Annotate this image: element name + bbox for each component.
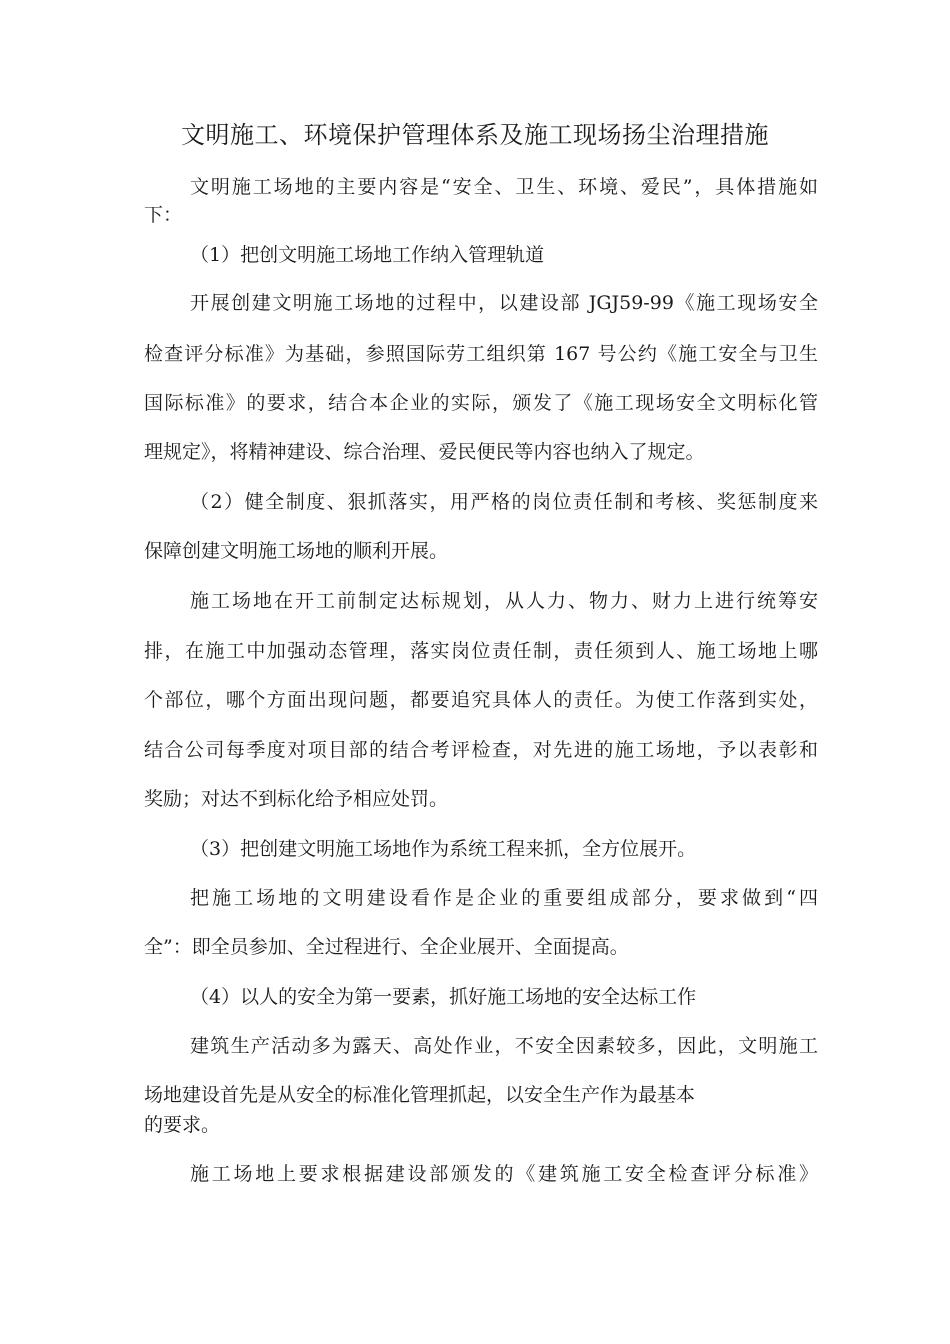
paragraph-line: 保障创建文明施工场地的顺利开展。 [144, 540, 449, 562]
paragraph-line: 场地建设首先是从安全的标准化管理抓起，以安全生产作为最基本 [144, 1084, 696, 1106]
paragraph-line: 国际标准》的要求，结合本企业的实际，颁发了《施工现场安全文明标化管 [144, 392, 818, 414]
paragraph-line: 施工场地上要求根据建设部颁发的《建筑施工安全检查评分标准》 [190, 1163, 818, 1185]
paragraph-line: 的要求。 [144, 1114, 221, 1136]
paragraph-line: 全”：即全员参加、全过程进行、全企业展开、全面提高。 [144, 936, 629, 958]
paragraph-line: 个部位，哪个方面出现问题，都要追究具体人的责任。为使工作落到实处， [144, 689, 818, 711]
paragraph-line: 文明施工场地的主要内容是“安全、卫生、环境、爱民”，具体措施如 [190, 176, 818, 198]
paragraph-line: 建筑生产活动多为露天、高处作业，不安全因素较多，因此，文明施工 [190, 1035, 818, 1057]
section-heading-4: （4）以人的安全为第一要素，抓好施工场地的安全达标工作 [190, 986, 697, 1008]
paragraph-line: 奖励；对达不到标化给予相应处罚。 [144, 788, 449, 810]
paragraph-line: 把施工场地的文明建设看作是企业的重要组成部分，要求做到“四 [190, 887, 818, 909]
paragraph-line: 下： [144, 204, 183, 226]
paragraph-line: 理规定》，将精神建设、综合治理、爱民便民等内容也纳入了规定。 [144, 441, 705, 463]
paragraph-line: 开展创建文明施工场地的过程中，以建设部 JGJ59-99《施工现场安全 [190, 292, 818, 314]
paragraph-line: 施工场地在开工前制定达标规划，从人力、物力、财力上进行统筹安 [190, 590, 818, 612]
paragraph-line: 排，在施工中加强动态管理，落实岗位责任制，责任须到人、施工场地上哪 [144, 640, 818, 662]
section-heading-1: （1）把创文明施工场地工作纳入管理轨道 [190, 244, 545, 266]
document-title: 文明施工、环境保护管理体系及施工现场扬尘治理措施 [181, 121, 769, 149]
section-heading-3: （3）把创建文明施工场地作为系统工程来抓，全方位展开。 [190, 838, 697, 860]
paragraph-line: 结合公司每季度对项目部的结合考评检查，对先进的施工场地，予以表彰和 [144, 739, 818, 761]
paragraph-line: 检查评分标准》为基础，参照国际劳工组织第 167 号公约《施工安全与卫生 [144, 343, 818, 365]
section-heading-2: （2）健全制度、狠抓落实，用严格的岗位责任制和考核、奖惩制度来 [190, 491, 818, 513]
